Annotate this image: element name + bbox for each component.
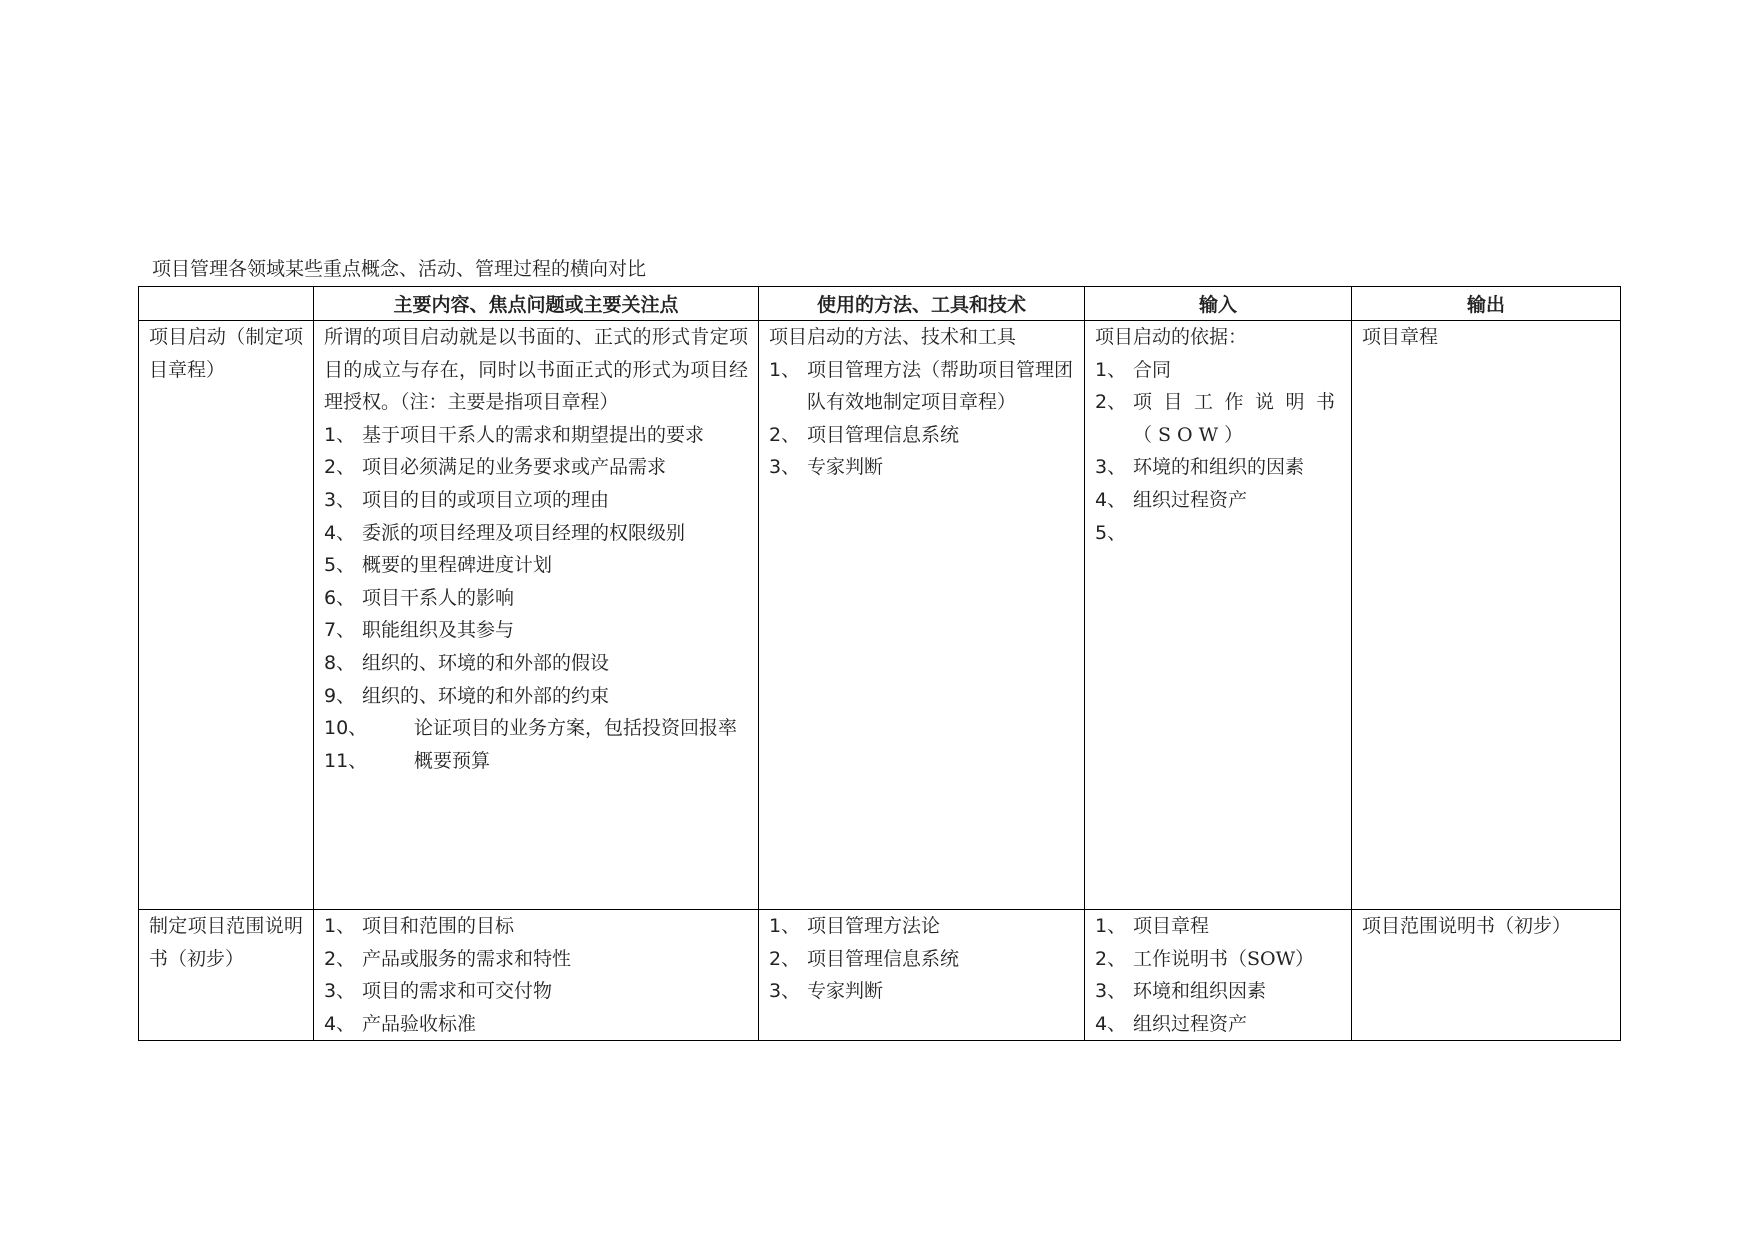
tools-cell — [759, 910, 1085, 1041]
list-item: 2、 项目工作说明书（SOW） — [1095, 391, 1341, 446]
list-item: 3、 项目的需求和可交付物 — [324, 980, 553, 1003]
header-tools: 使用的方法、工具和技术 — [759, 287, 1085, 321]
tools-list — [769, 910, 1074, 1008]
list-item: 2、 项目管理信息系统 — [769, 947, 960, 970]
list-item: 5、 — [1095, 521, 1127, 544]
list-item: 4、 组织过程资产 — [1095, 1012, 1248, 1035]
inputs-list — [1095, 910, 1341, 1040]
list-item: 3、 专家判断 — [769, 980, 884, 1003]
process-cell — [139, 910, 314, 1041]
list-item: 9、 组织的、环境的和外部的约束 — [324, 684, 610, 707]
comparison-table — [138, 286, 1621, 1041]
header-process — [139, 287, 314, 321]
content-cell — [314, 321, 759, 910]
table-row — [139, 321, 1621, 910]
list-item: 10、 论证项目的业务方案，包括投资回报率 — [324, 717, 738, 740]
list-item: 3、 环境的和组织的因素 — [1095, 456, 1305, 479]
list-item: 2、 项目管理信息系统 — [769, 423, 960, 446]
list-item: 1、 合同 — [1095, 358, 1172, 381]
content-intro: 所谓的项目启动就是以书面的、正式的形式肯定项目的成立与存在，同时以书面正式的形式为项目经理授权。（注：主要是指项目章程） — [324, 326, 748, 414]
list-item: 5、 概要的里程碑进度计划 — [324, 554, 553, 577]
list-item: 3、 专家判断 — [769, 456, 884, 479]
list-item: 11、 概要预算 — [324, 749, 491, 772]
list-item: 1、 项目管理方法（帮助项目管理团队有效地制定项目章程） — [769, 358, 1074, 414]
process-name: 制定项目范围说明书（初步） — [149, 915, 303, 970]
header-inputs: 输入 — [1085, 287, 1352, 321]
list-item: 4、 委派的项目经理及项目经理的权限级别 — [324, 521, 686, 544]
list-item: 4、 产品验收标准 — [324, 1012, 477, 1035]
output-text: 项目范围说明书（初步） — [1362, 915, 1572, 937]
table-row — [139, 910, 1621, 1041]
tools-intro: 项目启动的方法、技术和工具 — [769, 326, 1017, 348]
list-item: 1、 基于项目干系人的需求和期望提出的要求 — [324, 423, 705, 446]
list-item: 2、 产品或服务的需求和特性 — [324, 947, 572, 970]
content-cell — [314, 910, 759, 1041]
content-list — [324, 419, 748, 778]
inputs-cell — [1085, 321, 1352, 910]
header-content: 主要内容、焦点问题或主要关注点 — [314, 287, 759, 321]
outputs-cell — [1352, 910, 1621, 1041]
list-item: 1、 项目章程 — [1095, 915, 1210, 937]
tools-cell — [759, 321, 1085, 910]
output-text: 项目章程 — [1362, 326, 1439, 348]
list-item: 1、 项目管理方法论 — [769, 915, 941, 937]
inputs-cell — [1085, 910, 1352, 1041]
list-item: 3、 项目的目的或项目立项的理由 — [324, 488, 610, 511]
list-item: 8、 组织的、环境的和外部的假设 — [324, 651, 610, 674]
list-item: 7、 职能组织及其参与 — [324, 619, 515, 642]
list-item: 2、 项目必须满足的业务要求或产品需求 — [324, 456, 667, 479]
list-item: 2、 工作说明书（SOW） — [1095, 947, 1315, 970]
tools-list — [769, 354, 1074, 484]
list-item: 6、 项目干系人的影响 — [324, 586, 515, 609]
content-list — [324, 910, 748, 1040]
process-cell — [139, 321, 314, 910]
inputs-intro: 项目启动的依据： — [1095, 326, 1248, 348]
inputs-list — [1095, 354, 1341, 550]
table-header-row — [139, 287, 1621, 321]
table-caption: 项目管理各领域某些重点概念、活动、管理过程的横向对比 — [152, 258, 647, 280]
list-item: 3、 环境和组织因素 — [1095, 980, 1267, 1003]
list-item: 4、 组织过程资产 — [1095, 488, 1248, 511]
process-name: 项目启动（制定项目章程） — [149, 326, 303, 381]
header-outputs: 输出 — [1352, 287, 1621, 321]
outputs-cell — [1352, 321, 1621, 910]
list-item: 1、 项目和范围的目标 — [324, 915, 515, 937]
